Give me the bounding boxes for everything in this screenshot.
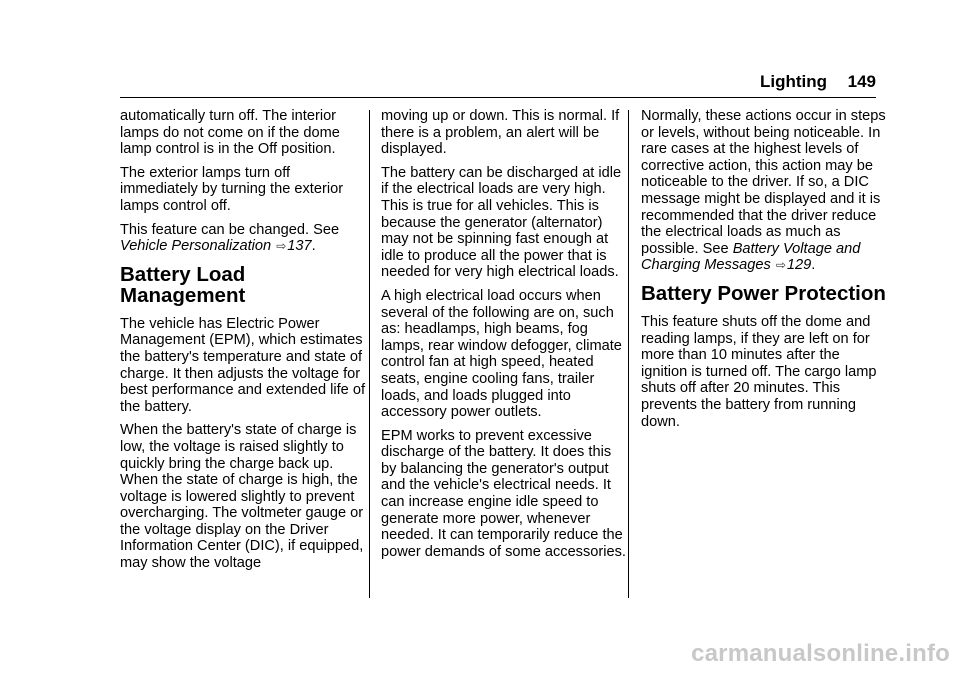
header-rule — [120, 97, 876, 98]
paragraph-with-reference — [641, 108, 886, 274]
page-number: 149 — [847, 72, 876, 91]
cross-reference-link[interactable]: Battery Voltage and Charging Messages — [641, 240, 861, 274]
paragraph: EPM works to prevent excessive discharge of the battery. It does this by balancing the generator's output and the vehicle's electrical needs. It can increase engine idle speed to generate more power, whenever needed. It can temporarily reduce the power demands of some accessories. — [381, 427, 626, 560]
column-1 — [120, 108, 365, 579]
paragraph: A high electrical load occurs when several of the following are on, such as: headlamps, high beams, fog lamps, rear window defogger, climate control fan at high speed, heated seats, engine cooling fans, trailer loads, and loads plugged into accessory power outlets. — [381, 287, 622, 421]
paragraph: This feature shuts off the dome and reading lamps, if they are left on for more than 10 minutes after the ignition is turned off. The cargo lamp shuts off after 20 minutes. This prevents the battery from running down. — [641, 313, 877, 430]
paragraph: When the battery's state of charge is low, the voltage is raised slightly to quickly bring the charge back up. When the state of charge is high, the voltage is lowered slightly to prevent overcharging. The voltmeter gauge or the voltage display on the Driver Information Center (DIC), if equipped, may show the voltage — [120, 422, 364, 572]
paragraph: moving up or down. This is normal. If there is a problem, an alert will be displayed. — [381, 108, 620, 158]
paragraph: The exterior lamps turn off immediately by turning the exterior lamps control off. — [120, 164, 344, 214]
heading-battery-load-management: Battery Load Management — [120, 262, 246, 307]
page-ref-arrow-icon: ⇨ — [775, 258, 786, 273]
cross-reference-link[interactable]: Vehicle Personalization — [120, 238, 272, 255]
paragraph: The battery can be discharged at idle if the electrical loads are very high. This is true for all vehicles. This is because the generator (alternator) may not be spinning fast enough at idle to produce all the power that is needed for very high electrical loads. — [381, 164, 622, 281]
punctuation: . — [811, 257, 816, 274]
column-divider-1 — [369, 110, 370, 598]
page-ref-arrow-icon: ⇨ — [276, 239, 287, 254]
paragraph-with-reference — [120, 222, 365, 255]
column-2 — [381, 108, 626, 567]
column-3 — [641, 108, 886, 437]
column-divider-2 — [628, 110, 629, 598]
cross-reference-page[interactable]: 137 — [287, 238, 312, 255]
paragraph-text: Normally, these actions occur in steps or levels, without being noticeable. In rare cases at the highest levels of corrective action, this action may be noticeable to the driver. If so, a DIC message might be displayed and it is recommended that the driver reduce the electrical loads as much as possible. See — [641, 108, 886, 257]
paragraph-text: This feature can be changed. See — [120, 221, 340, 238]
cross-reference-page[interactable]: 129 — [786, 257, 812, 274]
footer-watermark: carmanualsonline.info — [691, 640, 950, 667]
section-title: Lighting — [760, 72, 828, 91]
heading-battery-power-protection: Battery Power Protection — [641, 281, 886, 305]
paragraph: The vehicle has Electric Power Management (EPM), which estimates the battery's temperature and state of charge. It then adjusts the voltage for best performance and extended life of the battery. — [120, 315, 366, 415]
punctuation: . — [311, 238, 316, 255]
paragraph: automatically turn off. The interior lamps do not come on if the dome lamp control is in the Off position. — [120, 108, 340, 158]
